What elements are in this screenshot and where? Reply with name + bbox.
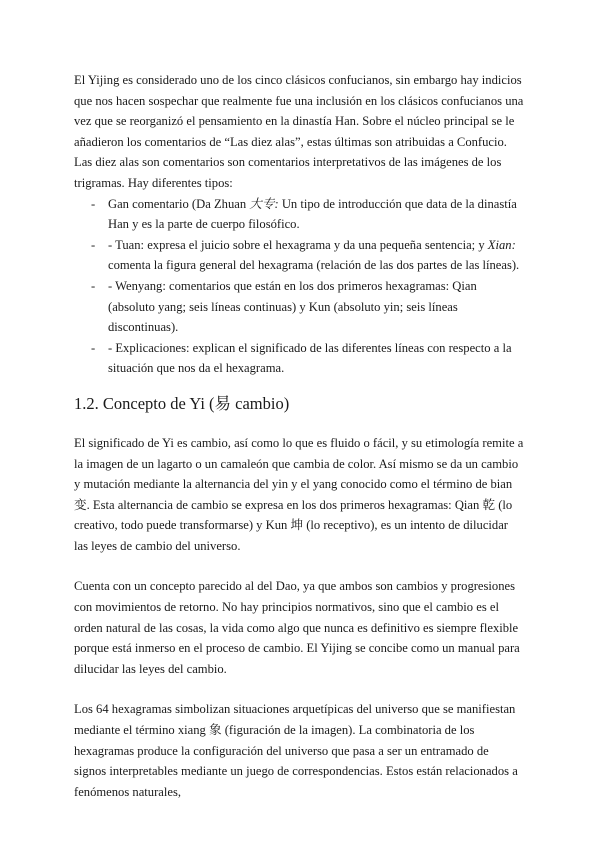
bullet-dash: - (91, 196, 96, 211)
list-item: - - Tuan: expresa el juicio sobre el hexagrama y da una pequeña sentencia; y Xian: comenta la figura general del hexagrama (relación de las dos partes de las líneas). (91, 235, 524, 276)
list-item: - - Explicaciones: explican el significado de las diferentes líneas con respecto a la situación que nos da el hexagrama. (91, 338, 524, 379)
intro-paragraph-1: El Yijing es considerado uno de los cinco clásicos confucianos, sin embargo hay indicios que nos hacen sospechar que realmente fue una inclusión en los clásicos confucianos una vez que se reorganizó el pensamiento en la dinastía Han. Sobre el núcleo principal se le añadieron los comentarios de “Las diez alas”, estas últimas son atribuidas a Confucio. (74, 73, 524, 149)
bullet-dash: - (91, 278, 96, 293)
body-paragraph: Los 64 hexagramas simbolizan situaciones arquetípicas del universo que se manifiestan mediante el término xiang 象 (figuración de la imagen). La combinatoria de los hexagramas produce la configuración del universo que pasa a ser un entramado de signos interpretables mediante un juego de correspondencias. Estos están relacionados a fenómenos naturales, (74, 702, 518, 799)
bullet-dash: - (91, 340, 96, 355)
list-item: - - Wenyang: comentarios que están en los dos primeros hexagramas: Qian (absoluto yang; seis líneas continuas) y Kun (absoluto yin; seis líneas discontinuas). (91, 276, 524, 338)
section-heading: 1.2. Concepto de Yi (易 cambio) (74, 393, 290, 413)
bullet-dash: - (91, 237, 96, 252)
paragraph-gap (74, 556, 524, 576)
intro-paragraph-2: Las diez alas son comentarios son comentarios interpretativos de las imágenes de los trigramas. Hay diferentes tipos: (74, 155, 502, 190)
paragraph-gap (74, 679, 524, 699)
comment-types-list (74, 194, 524, 379)
body-paragraph: Cuenta con un concepto parecido al del Dao, ya que ambos son cambios y progresiones con movimientos de retorno. No hay principios normativos, sino que el cambio es el orden natural de las cosas, la vida como algo que nunca es definitivo es siempre flexible porque está inmerso en el proceso de cambio. El Yijing se concibe como un manual para dilucidar las leyes del cambio. (74, 579, 520, 676)
body-paragraph: El significado de Yi es cambio, así como lo que es fluido o fácil, y su etimología remite a la imagen de un lagarto o un camaleón que cambia de color. Así mismo se da un cambio y mutación mediante la alternancia del yin y el yang conocido como el término de bian 变. Esta alternancia de cambio se expresa en los dos primeros hexagramas: Qian 乾 (lo creativo, todo puede transformarse) y Kun 坤 (lo receptivo), es un intento de dilucidar las leyes de cambio del universo. (74, 435, 524, 553)
list-item: - Gan comentario (Da Zhuan 大专: Un tipo de introducción que data de la dinastía Han y es la parte de cuerpo filosófico. (91, 194, 524, 235)
